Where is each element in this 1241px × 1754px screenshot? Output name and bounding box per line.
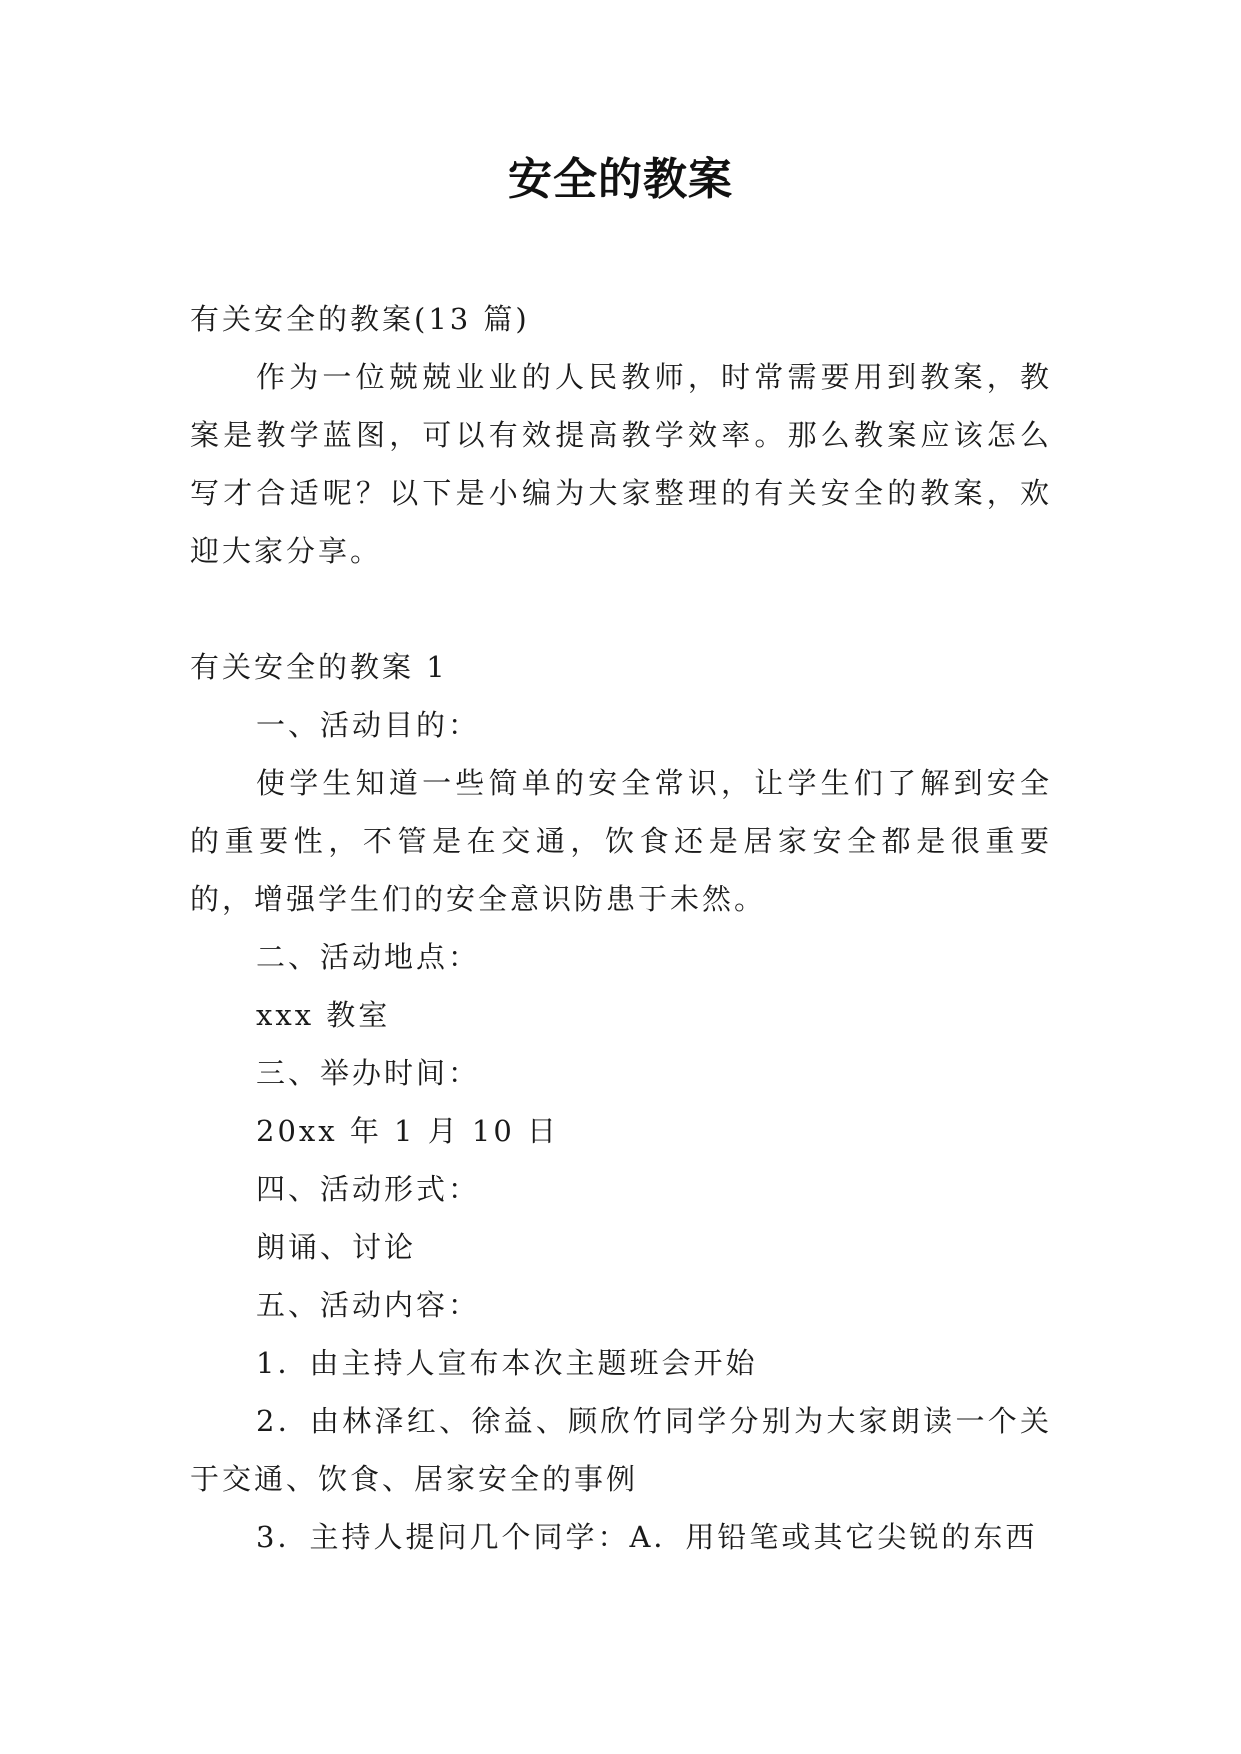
paragraph-intro: 作为一位兢兢业业的人民教师，时常需要用到教案，教案是教学蓝图，可以有效提高教学效率。那么教案应该怎么写才合适呢？以下是小编为大家整理的有关安全的教案，欢迎大家分享。	[190, 360, 1052, 568]
document-title: 安全的教案	[508, 154, 733, 205]
paragraph-list-item: 1．由主持人宣布本次主题班会开始	[256, 1346, 758, 1380]
paragraph-item-heading: 五、活动内容：	[256, 1288, 481, 1322]
paragraph-item-heading: 三、举办时间：	[256, 1056, 481, 1090]
document-body	[190, 290, 1052, 1566]
section-heading-1: 有关安全的教案 1	[190, 650, 448, 684]
paragraph-body: 朗诵、讨论	[256, 1230, 417, 1264]
paragraph-body: xxx 教室	[256, 998, 391, 1032]
paragraph-spacer	[190, 580, 1052, 638]
paragraph-body: 20xx 年 1 月 10 日	[256, 1114, 560, 1148]
paragraph-body: 使学生知道一些简单的安全常识，让学生们了解到安全的重要性，不管是在交通，饮食还是居家安全都是很重要的，增强学生们的安全意识防患于未然。	[190, 766, 1052, 916]
paragraph-item-heading: 一、活动目的：	[256, 708, 481, 742]
paragraph-item-heading: 四、活动形式：	[256, 1172, 481, 1206]
paragraph-list-item: 3．主持人提问几个同学：A．用铅笔或其它尖锐的东西	[256, 1520, 1038, 1554]
paragraph-intro-heading: 有关安全的教案(13 篇)	[190, 302, 530, 336]
paragraph-list-item: 2．由林泽红、徐益、顾欣竹同学分别为大家朗读一个关于交通、饮食、居家安全的事例	[190, 1404, 1052, 1496]
paragraph-item-heading: 二、活动地点：	[256, 940, 481, 974]
